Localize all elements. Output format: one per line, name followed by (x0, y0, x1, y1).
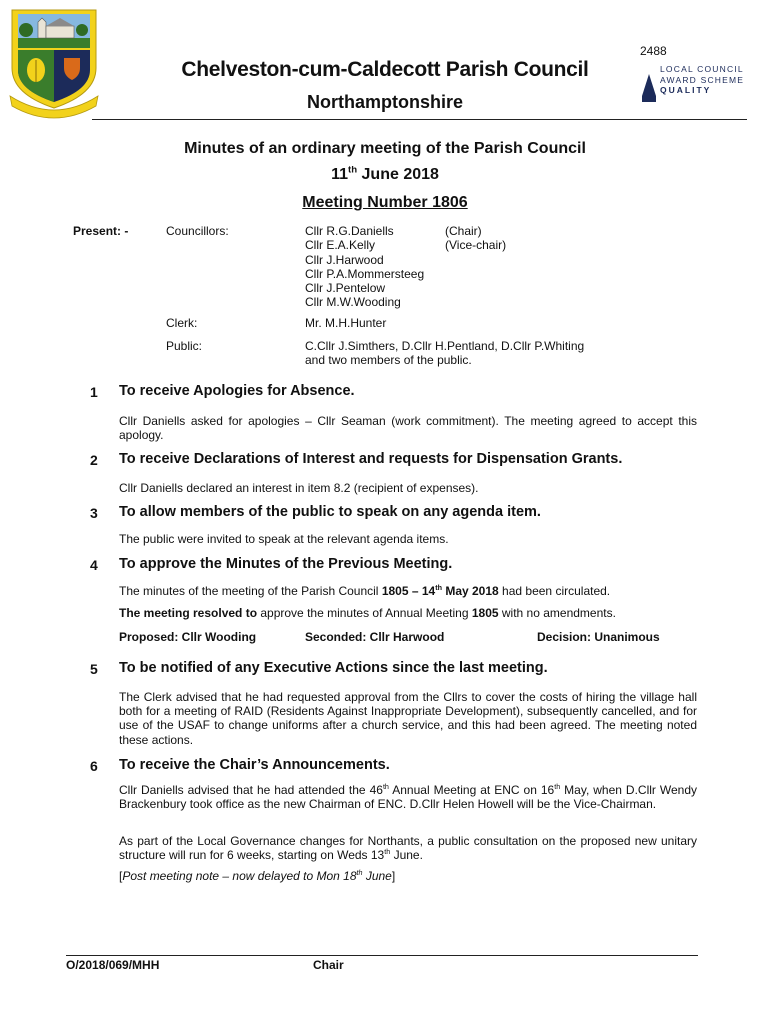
seconded-by: Seconded: Cllr Harwood (305, 630, 445, 644)
item-number: 4 (90, 557, 98, 573)
award-line-3: QUALITY (660, 85, 712, 95)
council-name: Chelveston-cum-Caldecott Parish Council (181, 58, 589, 81)
proposed-by: Proposed: Cllr Wooding (119, 630, 257, 644)
item-number: 2 (90, 452, 98, 468)
decision: Decision: Unanimous (537, 630, 660, 644)
councillor-row: Cllr J.Harwood (305, 252, 384, 267)
public-attendees: C.Cllr J.Simthers, D.Cllr H.Pentland, D.Cllr P.Whiting and two members of the public. (305, 339, 585, 367)
item-text: The public were invited to speak at the relevant agenda items. (119, 532, 449, 546)
award-mark-icon (640, 66, 658, 104)
item-text: The Clerk advised that he had requested approval from the Cllrs to cover the costs of hiring the village hall both for a meeting of RAID (Residents Against Inappropriate Development), subsequently cancelled, and for use of the USAF to change uniforms after a church service, and this had been agreed. The meeting noted these actions. (119, 690, 697, 747)
clerk-label: Clerk: (166, 316, 198, 330)
header-divider (92, 119, 747, 120)
item-heading: To receive Apologies for Absence. (119, 383, 355, 399)
item-text: The minutes of the meeting of the Parish Council 1805 – 14th May 2018 had been circulated. (119, 583, 611, 598)
councillor-row: Cllr P.A.Mommersteeg (305, 266, 425, 281)
item-text: Cllr Daniells declared an interest in item 8.2 (recipient of expenses). (119, 481, 479, 495)
award-line-2: AWARD SCHEME (660, 74, 745, 85)
item-text: Cllr Daniells advised that he had attended the 46th Annual Meeting at ENC on 16th May, when D.Cllr Wendy Brackenbury took office as the new Chairman of ENC. D.Cllr Helen Howell will be the Vice-Chairman. (119, 782, 698, 812)
parish-crest-logo (8, 8, 100, 120)
item-number: 1 (90, 384, 98, 400)
councillors-label: Councillors: (166, 224, 229, 238)
present-label: Present: - (73, 224, 129, 238)
document-reference: O/2018/069/MHH (66, 958, 160, 972)
chair-signature-label: Chair (313, 958, 344, 972)
councillor-row: Cllr E.A.Kelly (Vice-chair) (305, 238, 507, 253)
item-heading: To allow members of the public to speak on any agenda item. (119, 504, 541, 520)
councillor-row: Cllr J.Pentelow (305, 281, 386, 296)
item-text: As part of the Local Governance changes for Northants, a public consultation on the proposed new unitary structure will run for 6 weeks, starting on Weds 13th June. (119, 834, 697, 863)
councillor-list (305, 224, 506, 310)
award-scheme-logo (640, 64, 764, 106)
item-heading: To approve the Minutes of the Previous Meeting. (119, 556, 453, 572)
meeting-date: 11th June 2018 (331, 164, 439, 183)
minutes-title: Minutes of an ordinary meeting of the Parish Council (184, 140, 586, 157)
public-label: Public: (166, 339, 203, 353)
document-number: 2488 (640, 44, 667, 58)
item-heading: To be notified of any Executive Actions since the last meeting. (119, 660, 548, 676)
footer-divider (66, 955, 698, 956)
item-heading: To receive Declarations of Interest and requests for Dispensation Grants. (119, 451, 623, 467)
county-name: Northamptonshire (306, 92, 463, 112)
item-heading: To receive the Chair’s Announcements. (119, 757, 390, 773)
councillor-row: Cllr M.W.Wooding (305, 295, 401, 310)
award-line-1: LOCAL COUNCIL (660, 64, 744, 74)
item-resolution: The meeting resolved to approve the minutes of Annual Meeting 1805 with no amendments. (119, 606, 616, 620)
item-text: Cllr Daniells asked for apologies – Cllr Seaman (work commitment). The meeting agreed to accept this apology. (119, 414, 697, 443)
item-number: 6 (90, 758, 98, 774)
councillor-row: Cllr R.G.Daniells (Chair) (305, 224, 482, 238)
post-meeting-note: [Post meeting note – now delayed to Mon 18th June] (119, 868, 396, 883)
item-number: 3 (90, 505, 98, 521)
meeting-number: Meeting Number 1806 (302, 194, 468, 211)
clerk-name: Mr. M.H.Hunter (305, 316, 387, 330)
item-number: 5 (90, 661, 98, 677)
